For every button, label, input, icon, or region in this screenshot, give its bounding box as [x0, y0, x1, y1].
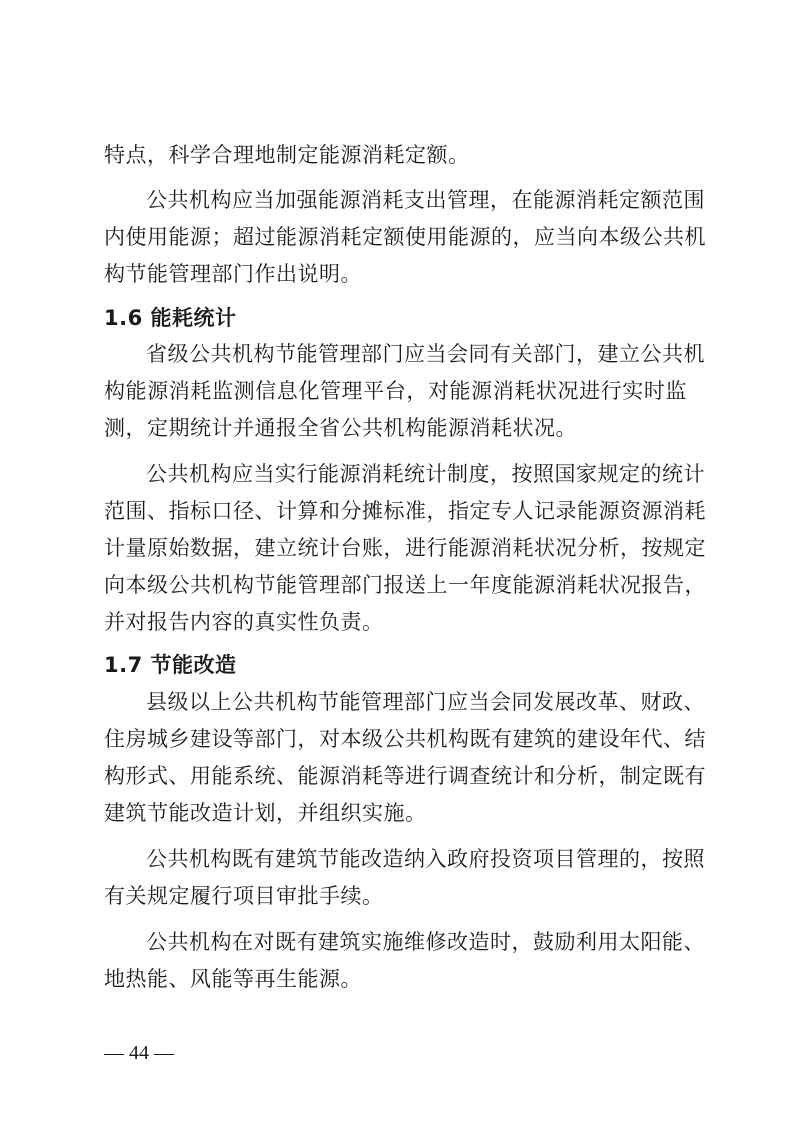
paragraph-line: 测，定期统计并通报全省公共机构能源消耗状况。 [104, 416, 577, 440]
section-heading: 1.6 能耗统计 [104, 306, 237, 330]
paragraph-line: 公共机构既有建筑节能改造纳入政府投资项目管理的，按照 [146, 847, 705, 871]
paragraph-line: 向本级公共机构节能管理部门报送上一年度能源消耗状况报告， [104, 573, 706, 597]
paragraph-line: 住房城乡建设等部门，对本级公共机构既有建筑的建设年代、结 [104, 727, 706, 751]
paragraph-line: 计量原始数据，建立统计台账，进行能源消耗状况分析，按规定 [104, 536, 706, 560]
paragraph-line: 地热能、风能等再生能源。 [104, 967, 362, 991]
paragraph-line: 范围、指标口径、计算和分摊标准，指定专人记录能源资源消耗 [104, 499, 706, 523]
paragraph-line: 构形式、用能系统、能源消耗等进行调查统计和分析，制定既有 [104, 764, 706, 788]
paragraph-line: 公共机构在对既有建筑实施维修改造时，鼓励利用太阳能、 [146, 930, 705, 954]
paragraph-line: 县级以上公共机构节能管理部门应当会同发展改革、财政、 [146, 690, 705, 714]
paragraph-line: 构能源消耗监测信息化管理平台，对能源消耗状况进行实时监 [104, 379, 687, 403]
paragraph-line: 公共机构应当加强能源消耗支出管理，在能源消耗定额范围 [146, 188, 705, 212]
paragraph-line: 建筑节能改造计划，并组织实施。 [104, 801, 427, 825]
page-number: — 44 — [104, 1042, 174, 1064]
paragraph-line: 省级公共机构节能管理部门应当会同有关部门，建立公共机 [146, 342, 705, 366]
paragraph-line: 内使用能源；超过能源消耗定额使用能源的，应当向本级公共机 [104, 225, 706, 249]
section-heading: 1.7 节能改造 [104, 653, 237, 677]
paragraph-line: 特点，科学合理地制定能源消耗定额。 [104, 143, 470, 167]
paragraph-line: 公共机构应当实行能源消耗统计制度，按照国家规定的统计 [146, 462, 705, 486]
paragraph-line: 并对报告内容的真实性负责。 [104, 610, 384, 634]
paragraph-line: 有关规定履行项目审批手续。 [104, 884, 384, 908]
paragraph-line: 构节能管理部门作出说明。 [104, 262, 362, 286]
